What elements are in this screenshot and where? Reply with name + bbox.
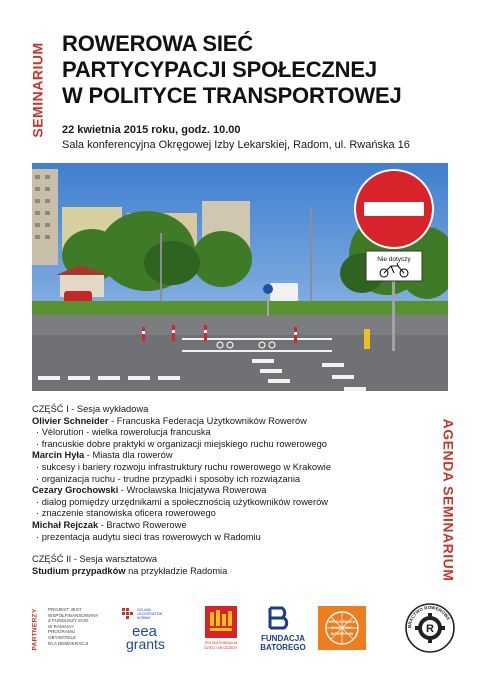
agenda <box>32 404 432 577</box>
svg-text:ICELAND: ICELAND <box>137 608 151 612</box>
street-photo-illustration <box>32 163 448 391</box>
wir-logo <box>318 606 366 650</box>
side-label-agenda <box>436 405 460 595</box>
title-line-3: W POLITYCE TRANSPORTOWEJ <box>62 83 402 108</box>
svg-text:BRACTWO ROWEROWE: BRACTWO ROWEROWE <box>406 604 452 629</box>
svg-text:INICJATYWA: INICJATYWA <box>331 626 353 630</box>
svg-text:ROWEROWA: ROWEROWA <box>330 632 354 636</box>
speaker-row <box>32 450 432 462</box>
partner-note-line: DLA DEMOKRACJI <box>48 640 89 646</box>
speaker-name: Michał Rejczak <box>32 519 99 530</box>
speaker-org: - Francuska Federacja Użytkowników Rowerów <box>108 415 307 426</box>
bractwo-rowerowe-logo <box>404 602 456 654</box>
speaker-org: - Bractwo Rowerowe <box>98 519 187 530</box>
speaker-org: - Wrocławska Inicjatywa Rowerowa <box>118 485 267 496</box>
topic-item: · znaczenie stanowiska oficera rowerowego <box>36 508 216 519</box>
topic-item: · sukcesy i bariery rozwoju infrastruktury ruchu rowerowego w Krakowie <box>36 461 332 472</box>
partner-note-line: W RAMACH <box>48 623 74 629</box>
part1-heading: CZĘŚĆ I - Sesja wykładowa <box>32 404 149 414</box>
partner-note-line: PROJEKT JEST <box>48 607 82 612</box>
partners-label-text: PARTNERZY <box>31 608 39 650</box>
speaker-name: Cezary Grochowski <box>32 485 119 496</box>
topic-item: · francuskie dobre praktyki w organizacji miejskiego ruchu rowerowego <box>36 438 327 449</box>
svg-text:grants: grants <box>126 636 165 652</box>
topic-item: · prezentacja audytu sieci tras rowerowych w Radomiu <box>36 531 261 542</box>
partner-note-line: OBYWATELE <box>48 634 77 640</box>
event-venue: Sala konferencyjna Okręgowej Izby Lekarskiej, Radom, ul. Rwańska 16 <box>62 139 410 151</box>
side-label-right-text: AGENDA SEMINARIUM <box>440 418 457 582</box>
speaker-name: Olivier Schneider <box>32 415 109 426</box>
svg-text:POLSKA FUNDACJA: POLSKA FUNDACJA <box>204 641 238 645</box>
part2-heading: CZĘŚĆ II - Sesja warsztatowa <box>32 554 158 565</box>
sign-plate-text: Nie dotyczy <box>377 256 411 263</box>
partner-note-line: Z FUNDUSZY EOG <box>48 618 89 624</box>
case-study-rest: na przykładzie Radomia <box>125 565 228 576</box>
partner-note <box>48 607 118 646</box>
title-line-1: ROWEROWA SIEĆ <box>62 31 253 56</box>
title-line-2: PARTYCYPACJI SPOŁECZNEJ <box>62 57 377 82</box>
svg-text:FUNDACJA: FUNDACJA <box>261 634 305 643</box>
case-study-row <box>32 566 432 578</box>
partner-note-line: PROGRAMU <box>48 629 76 635</box>
event-date: 22 kwietnia 2015 roku, godz. 10.00 <box>62 124 241 136</box>
side-label-left-text: SEMINARIUM <box>30 42 47 138</box>
speaker-name: Marcin Hyła <box>32 450 85 461</box>
svg-text:eea: eea <box>132 623 158 640</box>
svg-text:NORWAY: NORWAY <box>137 616 151 620</box>
speaker-row <box>32 485 432 497</box>
eea-grants-logo <box>120 606 182 652</box>
topic-item: · organizacja ruchu - trudne przypadki i sposoby ich rozwiązania <box>36 473 301 484</box>
partner-note-line: WSPÓŁFINANSOWANY <box>48 612 99 618</box>
case-study-bold: Studium przypadków <box>32 565 126 576</box>
speaker-org: - Miasta dla rowerów <box>84 450 173 461</box>
svg-text:BATOREGO: BATOREGO <box>260 643 306 652</box>
side-label-seminarium <box>26 30 50 150</box>
topic-item: · dialog pomiędzy urzędnikami a społecznością użytkowników rowerów <box>36 496 328 507</box>
poster-title <box>62 31 462 109</box>
pfdim-logo <box>201 604 241 652</box>
speaker-row <box>32 520 432 532</box>
svg-text:DZIECI I MŁODZIEŻY: DZIECI I MŁODZIEŻY <box>204 646 238 650</box>
svg-text:R: R <box>426 623 434 635</box>
batory-logo <box>260 604 306 652</box>
partners-label <box>28 604 42 654</box>
topic-item: · Vélorution - wielka rowerolucja francuska <box>36 427 211 438</box>
street-photo <box>32 163 448 391</box>
speaker-row <box>32 416 432 428</box>
svg-text:LIECHTENSTEIN: LIECHTENSTEIN <box>137 612 163 616</box>
svg-text:WROCŁAWSKA: WROCŁAWSKA <box>328 620 356 624</box>
